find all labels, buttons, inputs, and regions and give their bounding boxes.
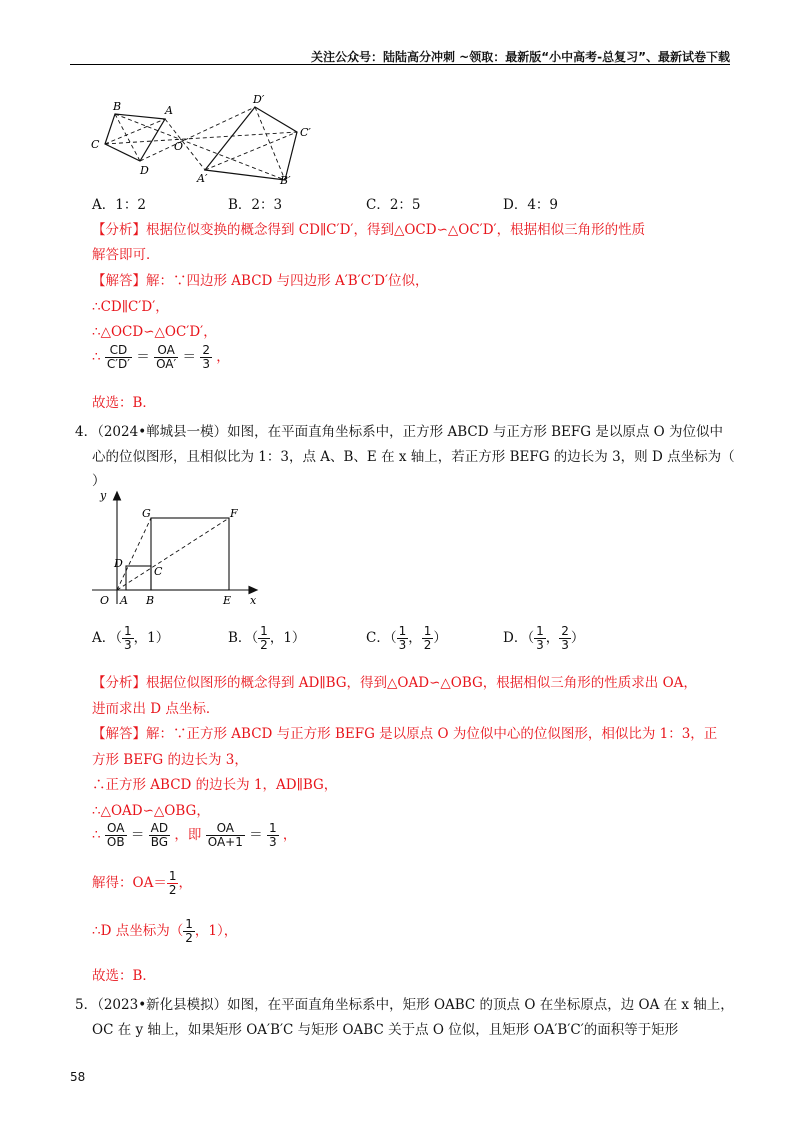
label-c: C <box>154 565 163 578</box>
page-number: 58 <box>70 1070 86 1084</box>
q3-option-c: C．2：5 <box>366 197 421 213</box>
q4-analysis-line1: 【分析】根据位似图形的概念得到 AD∥BG，得到△OAD∽△OBG，根据相似三角形的性质求出 OA， <box>92 675 697 691</box>
q4-solution-line4: ∴△OAD∽△OBG， <box>92 803 210 819</box>
page-header: 关注公众号：陆陆高分冲刺 ~领取：最新版“小中高考-总复习”、最新试卷下载 <box>311 50 730 64</box>
label-c1: C′ <box>300 126 311 139</box>
label-x: x <box>250 594 257 607</box>
q4-solve-oa: 解得：OA＝ $\frac{1}{2}$ ， <box>92 869 192 898</box>
label-g: G <box>142 507 151 520</box>
label-a: A <box>165 104 173 117</box>
q5-stem-line1: 5．（2023•新化县模拟）如图，在平面直角坐标系中，矩形 OABC 的顶点 O 在坐标原点，边 OA 在 x 轴上， <box>75 997 734 1013</box>
q3-option-a: A．1：2 <box>92 197 146 213</box>
q4-stem-line1: 4．（2024•郸城县一模）如图，在平面直角坐标系中，正方形 ABCD 与正方形 BEFG 是以原点 O 为位似中 <box>75 424 723 440</box>
figure-coordinate-squares <box>92 486 272 612</box>
label-b1: B′ <box>280 174 291 187</box>
q3-answer: 故选：B． <box>92 395 156 411</box>
q4-option-b: B．（ $\frac{1}{2}$ ，1） <box>228 624 306 653</box>
q4-solution-line2: 方形 BEFG 的边长为 3， <box>92 752 248 768</box>
q4-ratio-equation: ∴ $\frac{OA}{OB}$ ＝ $\frac{AD}{BG}$ ，即 $\frac{OA}{OA+1}$ ＝ $\frac{1}{3}$ ， <box>92 821 297 850</box>
q3-analysis-line1: 【分析】根据位似变换的概念得到 CD∥C′D′，得到△OCD∽△OC′D′，根据相似三角形的性质 <box>92 222 646 238</box>
q3-solution-line1: 【解答】解：∵四边形 ABCD 与四边形 A′B′C′D′位似， <box>92 273 429 289</box>
q4-option-c: C．（ $\frac{1}{3}$ ， $\frac{1}{2}$ ） <box>366 624 447 653</box>
q4-stem-line3: ） <box>92 473 106 489</box>
q4-stem-line2: 心的位似图形，且相似比为 1：3，点 A、B、E 在 x 轴上，若正方形 BEFG 的边长为 3，则 D 点坐标为（ <box>92 449 735 465</box>
fraction-cd: $\frac{CD}{C'D'}$ <box>106 343 130 372</box>
quad-a1b1c1d1 <box>205 107 297 180</box>
q3-option-b: B．2：3 <box>228 197 283 213</box>
label-e: E <box>223 594 232 607</box>
q3-ratio-equation: ∴ $\frac{CD}{C'D'}$ ＝ $\frac{OA}{OA'}$ ＝ $\frac{2}{3}$ ， <box>92 343 230 372</box>
q4-solution-line1: 【解答】解：∵正方形 ABCD 与正方形 BEFG 是以原点 O 为位似中心的位似图形，相似比为 1：3，正 <box>92 726 718 742</box>
fraction-two-thirds: $\frac{2}{3}$ <box>202 343 210 372</box>
q3-solution-line3: ∴△OCD∽△OC′D′， <box>92 324 217 340</box>
q3-analysis-line2: 解答即可． <box>92 247 160 263</box>
label-b: B <box>146 594 155 607</box>
label-o: O <box>100 594 110 607</box>
therefore-symbol: ∴ <box>92 349 101 366</box>
label-a: A <box>120 594 128 607</box>
label-d1: D′ <box>253 93 265 106</box>
fraction-oa: $\frac{OA}{OA'}$ <box>156 343 177 372</box>
q4-solution-line3: ∴正方形 ABCD 的边长为 1，AD∥BG， <box>92 777 338 793</box>
label-c: C <box>91 138 100 151</box>
q4-answer: 故选：B． <box>92 968 156 984</box>
label-d: D <box>140 164 149 177</box>
q4-analysis-line2: 进而求出 D 点坐标． <box>92 701 220 717</box>
label-d: D <box>114 557 123 570</box>
label-o: O <box>174 140 184 153</box>
q5-stem-line2: OC 在 y 轴上，如果矩形 OA′B′C 与矩形 OABC 关于点 O 位似，且矩形 OA′B′C′的面积等于矩形 <box>92 1022 679 1038</box>
label-f: F <box>230 507 238 520</box>
q4-option-d: D．（ $\frac{1}{3}$ ， $\frac{2}{3}$ ） <box>503 624 585 653</box>
label-y: y <box>100 489 107 502</box>
label-a1: A′ <box>197 172 208 185</box>
figure-homothety-quadrilaterals <box>85 92 325 188</box>
q4-d-coordinate: ∴D 点坐标为（ $\frac{1}{2}$ ，1）， <box>92 917 238 946</box>
header-rule <box>70 64 730 65</box>
q4-option-a: A．（ $\frac{1}{3}$ ，1） <box>92 624 170 653</box>
label-b: B <box>113 100 122 113</box>
q3-option-d: D．4：9 <box>503 197 559 213</box>
q3-solution-line2: ∴CD∥C′D′， <box>92 299 169 315</box>
